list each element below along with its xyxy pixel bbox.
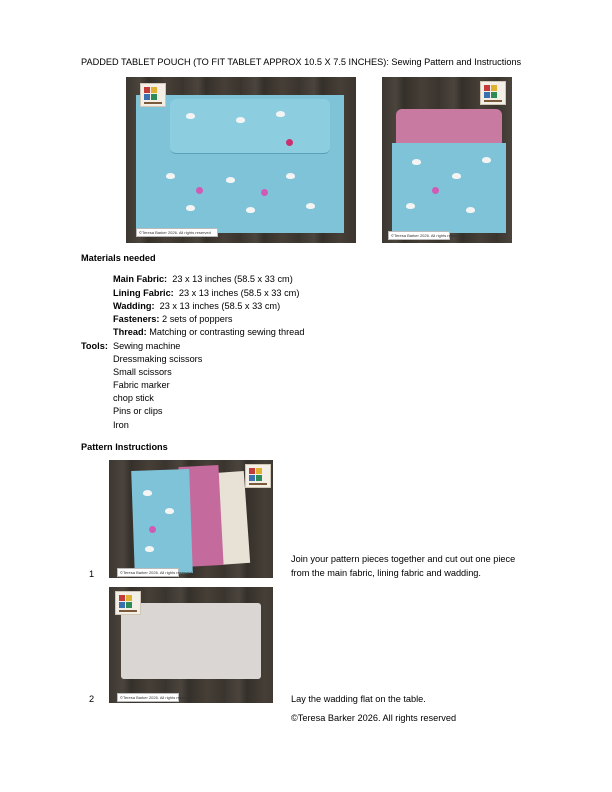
swan-print xyxy=(236,117,245,123)
swan-print xyxy=(165,508,174,514)
step-number: 1 xyxy=(89,569,95,579)
copyright-stamp: ©Teresa Barker 2026. All rights reserved xyxy=(388,231,450,240)
footer-copyright: ©Teresa Barker 2026. All rights reserved xyxy=(291,713,457,723)
copyright-stamp: ©Teresa Barker 2026. All rights reserved xyxy=(136,228,218,237)
photo-finished-pouch xyxy=(126,77,356,243)
swan-print xyxy=(412,159,421,165)
copyright-stamp: ©Teresa Barker 2026. All rights reserved xyxy=(117,568,179,577)
popper-fastener xyxy=(286,139,293,146)
flower-print xyxy=(196,187,203,194)
material-main-fabric: Main Fabric: 23 x 13 inches (58.5 x 33 cm) xyxy=(113,274,293,284)
photo-step2-wadding xyxy=(109,587,273,703)
pattern-heading: Pattern Instructions xyxy=(81,442,168,452)
swan-print xyxy=(286,173,295,179)
photo-step1-fabric-pieces xyxy=(109,460,273,578)
swan-print xyxy=(466,207,475,213)
swan-print xyxy=(145,546,154,552)
step-number: 2 xyxy=(89,694,95,704)
tool-item: Iron xyxy=(113,420,129,430)
the-gift-shed-logo-icon xyxy=(245,464,271,488)
material-thread: Thread: Matching or contrasting sewing thread xyxy=(113,327,305,337)
pouch-flap xyxy=(170,99,330,154)
step-text: Lay the wadding flat on the table. xyxy=(291,694,426,704)
step-text: Join your pattern pieces together and cut out one piece xyxy=(291,554,516,564)
tool-item: Sewing machine xyxy=(113,341,181,351)
main-fabric-piece xyxy=(131,469,193,575)
material-fasteners: Fasteners: 2 sets of poppers xyxy=(113,314,233,324)
tool-item: Small scissors xyxy=(113,367,172,377)
swan-print xyxy=(406,203,415,209)
tool-item: chop stick xyxy=(113,393,154,403)
tool-item: Fabric marker xyxy=(113,380,170,390)
the-gift-shed-logo-icon xyxy=(140,83,166,107)
swan-print xyxy=(306,203,315,209)
step-text: from the main fabric, lining fabric and wadding. xyxy=(291,568,481,578)
swan-print xyxy=(166,173,175,179)
material-lining-fabric: Lining Fabric: 23 x 13 inches (58.5 x 33 cm) xyxy=(113,288,300,298)
swan-print xyxy=(276,111,285,117)
flower-print xyxy=(261,189,268,196)
the-gift-shed-logo-icon xyxy=(480,81,506,105)
swan-print xyxy=(452,173,461,179)
tool-item: Dressmaking scissors xyxy=(113,354,203,364)
the-gift-shed-logo-icon xyxy=(115,591,141,615)
wadding-sheet xyxy=(121,603,261,679)
swan-print xyxy=(246,207,255,213)
photo-open-pouch xyxy=(382,77,512,243)
tool-item: Pins or clips xyxy=(113,406,163,416)
page-title: PADDED TABLET POUCH (TO FIT TABLET APPROX 10.5 X 7.5 INCHES): Sewing Pattern and Instructions xyxy=(81,57,522,67)
flower-print xyxy=(149,526,156,533)
swan-print xyxy=(186,113,195,119)
materials-heading: Materials needed xyxy=(81,253,156,263)
swan-print xyxy=(226,177,235,183)
swan-print xyxy=(186,205,195,211)
flower-print xyxy=(432,187,439,194)
copyright-stamp: ©Teresa Barker 2026. All rights reserved xyxy=(117,693,179,702)
swan-print xyxy=(143,490,152,496)
swan-print xyxy=(482,157,491,163)
material-wadding: Wadding: 23 x 13 inches (58.5 x 33 cm) xyxy=(113,301,281,311)
tools-label: Tools: xyxy=(81,341,108,351)
